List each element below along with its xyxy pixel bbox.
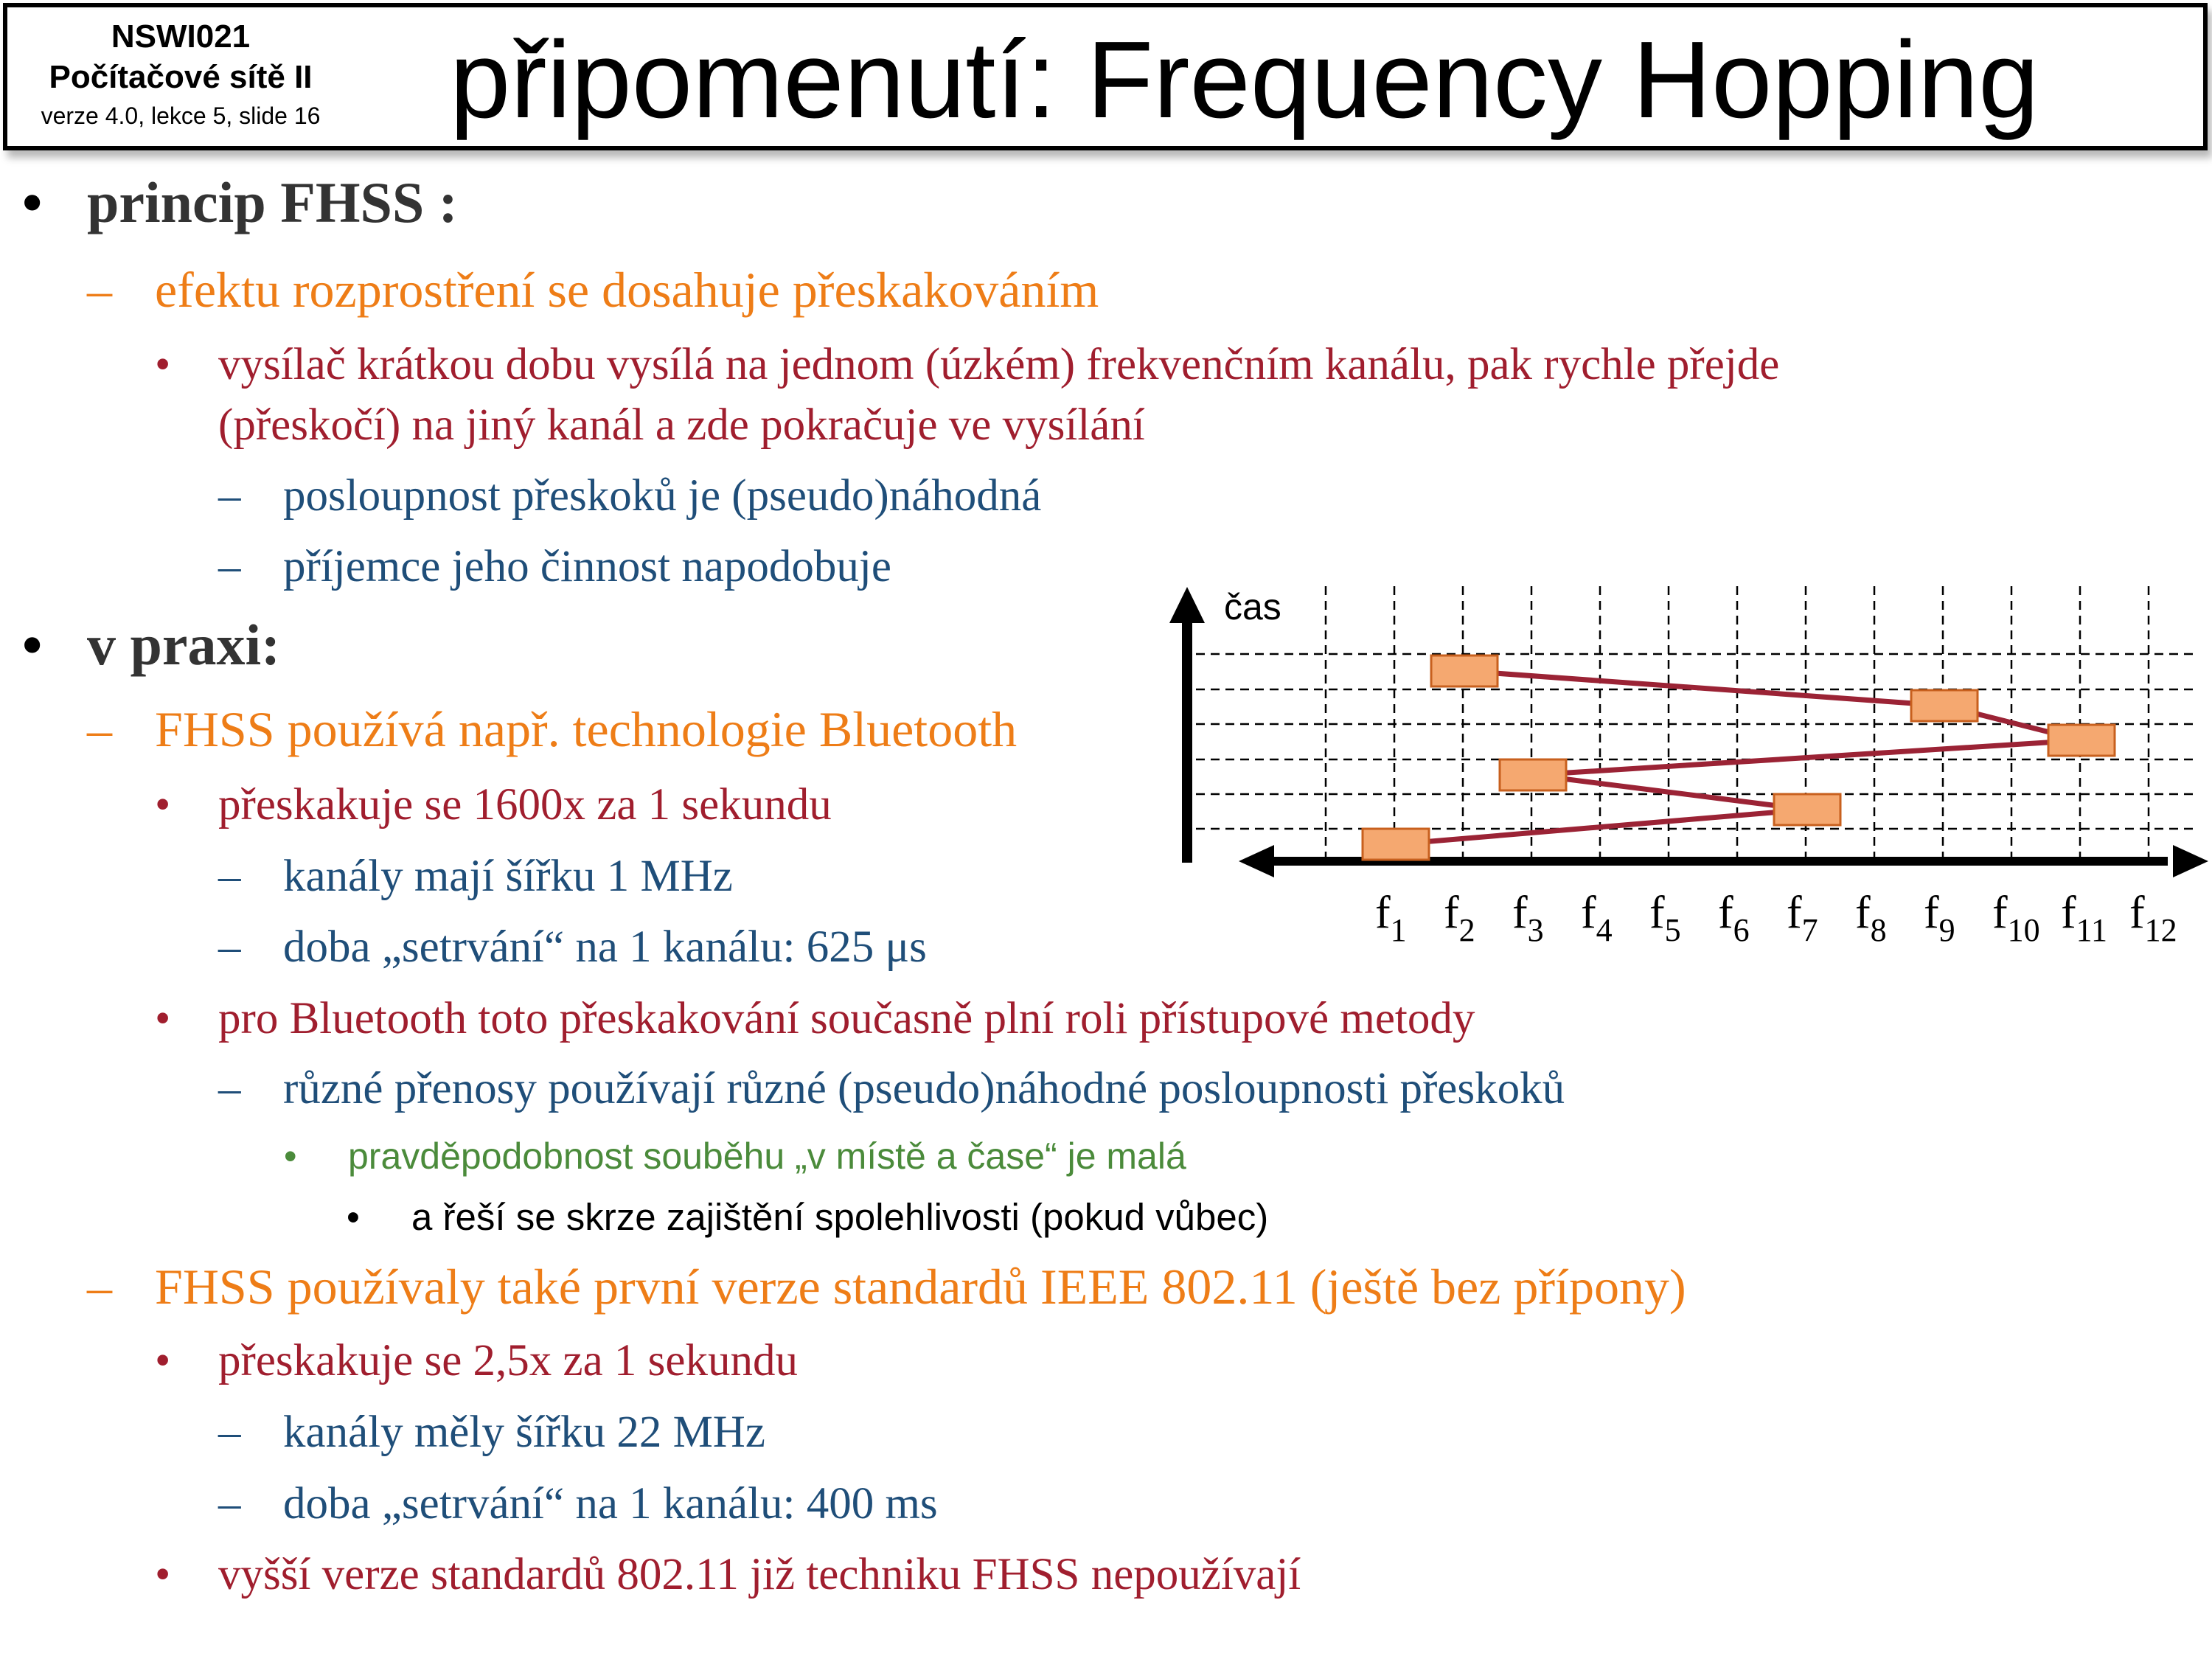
dash-marker: –	[218, 922, 241, 972]
frequency-label: $f_1$	[1375, 888, 1407, 948]
dash-marker: –	[218, 1064, 241, 1113]
version-line: verze 4.0, lekce 5, slide 16	[41, 102, 321, 129]
course-info	[22, 7, 339, 133]
dash-marker: –	[218, 852, 241, 901]
bullet-text-b2-2: FHSS používaly také první verze standardů IEEE 802.11 (ještě bez přípony)	[155, 1259, 1686, 1315]
frequency-label: $f_8$	[1855, 888, 1887, 948]
bullet-marker: •	[155, 1550, 171, 1599]
frequency-label: $f_9$	[1924, 888, 1955, 948]
bullet-marker: •	[155, 1336, 171, 1385]
frequency-label: $f_4$	[1581, 888, 1613, 948]
hop-box	[1431, 655, 1498, 686]
frequency-label: $f_7$	[1787, 888, 1818, 948]
dash-marker: –	[218, 1408, 241, 1457]
dash-marker: –	[87, 701, 112, 757]
frequency-label: $f_{11}$	[2061, 888, 2108, 948]
bullet-marker: •	[155, 780, 171, 830]
hop-box	[1363, 829, 1429, 860]
bullet-text-b2-1-2-1-1-1: a řeší se skrze zajištění spolehlivosti (pokud vůbec)	[411, 1196, 1269, 1238]
dash-marker: –	[218, 542, 241, 591]
dash-marker: –	[87, 262, 112, 318]
bullet-text-b2-2-1: přeskakuje se 2,5x za 1 sekundu	[218, 1336, 799, 1385]
bullet-text-b2-2-1-2: doba „setrvání“ na 1 kanálu: 400 ms	[283, 1479, 938, 1528]
hop-box	[1911, 690, 1978, 721]
frequency-label: $f_2$	[1444, 888, 1475, 948]
bullet-text-b2-1-2-1: různé přenosy používají různé (pseudo)náhodné posloupnosti přeskoků	[283, 1064, 1565, 1113]
frequency-label: $f_6$	[1718, 888, 1750, 948]
bullet-text-b2-1-2: pro Bluetooth toto přeskakování současně plní roli přístupové metody	[218, 994, 1475, 1043]
dash-marker: –	[218, 1479, 241, 1528]
bullet-marker: •	[155, 340, 171, 389]
bullet-marker: •	[284, 1135, 297, 1177]
time-axis-arrowhead	[1169, 587, 1205, 623]
bullet-text-b1-1-1a: vysílač krátkou dobu vysílá na jednom (úzkém) frekvenčním kanálu, pak rychle přejde	[218, 340, 1780, 389]
frequency-label: $f_3$	[1512, 888, 1544, 948]
bullet-text-b1-1-1b: (přeskočí) na jiný kanál a zde pokračuje ve vysílání	[218, 400, 1145, 450]
bullet-marker: •	[155, 994, 171, 1043]
bullet-marker: •	[22, 170, 43, 234]
bullet-text-b2-1: FHSS používá např. technologie Bluetooth	[155, 701, 1018, 757]
frequency-label: $f_{10}$	[1992, 888, 2040, 948]
bullet-text-b2-1-1-1: kanály mají šířku 1 MHz	[283, 852, 733, 901]
bullet-text-b2-1-2-1-1: pravděpodobnost souběhu „v místě a čase“ je malá	[348, 1135, 1186, 1177]
time-axis-label: čas	[1224, 586, 1281, 627]
frequency-label: $f_5$	[1649, 888, 1681, 948]
hop-box	[1500, 759, 1566, 790]
bullet-text-b1-1: efektu rozprostření se dosahuje přeskakováním	[155, 262, 1099, 318]
hop-box	[2048, 725, 2115, 756]
bullet-text-b2-1-1: přeskakuje se 1600x za 1 sekundu	[218, 780, 832, 830]
bullet-text-b1: princip FHSS :	[87, 170, 458, 234]
bullet-text-b2-2-1-1: kanály měly šířku 22 MHz	[283, 1408, 765, 1457]
frequency-axis-arrowhead-left	[1239, 845, 1274, 877]
dash-marker: –	[87, 1259, 112, 1315]
bullet-text-b2-2-2: vyšší verze standardů 802.11 již techniku FHSS nepoužívají	[218, 1550, 1301, 1599]
slide-header	[3, 3, 2208, 150]
frequency-label: $f_{12}$	[2129, 888, 2177, 948]
bullet-marker: •	[22, 613, 43, 677]
bullet-text-b1-1-1-2: příjemce jeho činnost napodobuje	[283, 542, 891, 591]
bullet-marker: •	[347, 1196, 360, 1238]
bullet-text-b1-1-1-1: posloupnost přeskoků je (pseudo)náhodná	[283, 471, 1042, 521]
dash-marker: –	[218, 471, 241, 521]
frequency-axis-arrowhead-right	[2173, 845, 2208, 877]
frequency-hopping-diagram	[1150, 575, 2212, 959]
slide-title: připomenutí: Frequency Hopping	[450, 19, 2039, 141]
bullet-text-b2: v praxi:	[87, 613, 281, 677]
course-code: NSWI021	[111, 18, 251, 55]
bullet-text-b2-1-1-2: doba „setrvání“ na 1 kanálu: 625 μs	[283, 922, 927, 972]
hop-box	[1774, 794, 1840, 825]
course-name: Počítačové sítě II	[49, 59, 313, 95]
